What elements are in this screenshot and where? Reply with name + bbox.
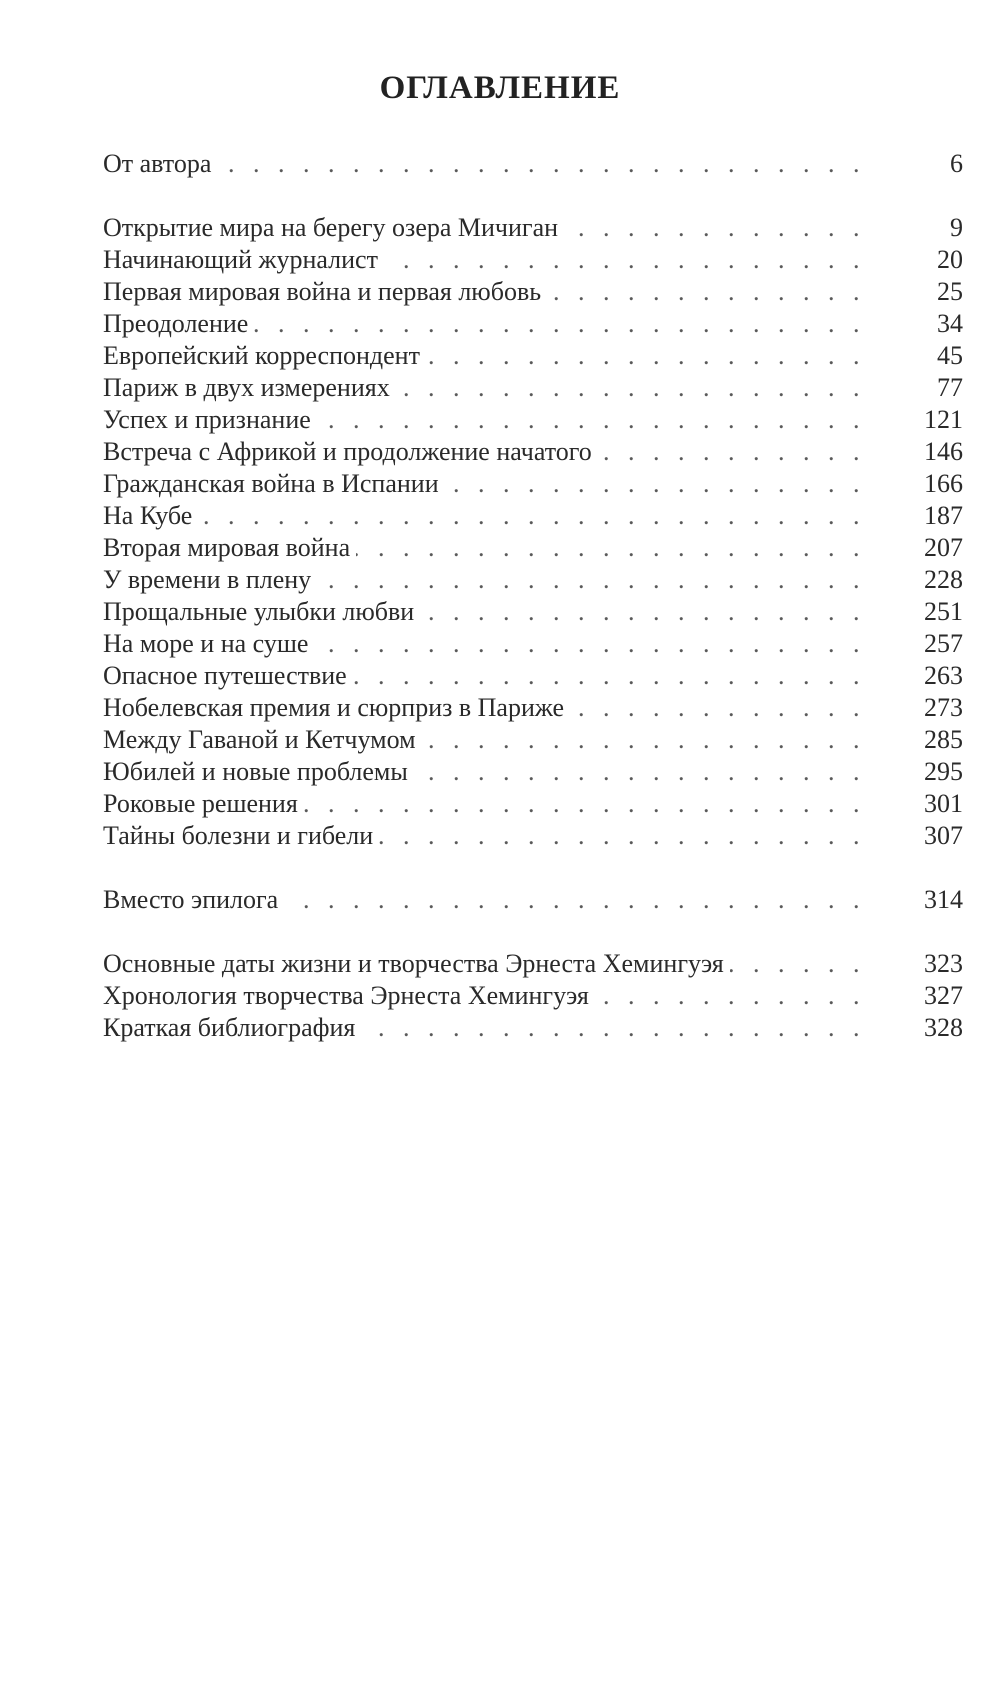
toc-entry-page: 257 xyxy=(924,629,963,658)
toc-entry-title: У времени в плену xyxy=(103,565,317,594)
toc-entry-page: 6 xyxy=(950,149,963,178)
toc-entry-page: 146 xyxy=(924,437,963,466)
toc-entry-title: Нобелевская премия и сюрприз в Париже xyxy=(103,693,570,722)
toc-entry[interactable] xyxy=(103,884,963,916)
toc-entry-title: Европейский корреспондент xyxy=(103,341,426,370)
toc-entry[interactable] xyxy=(103,436,963,468)
toc-group xyxy=(103,948,963,1044)
toc-entry[interactable] xyxy=(103,724,963,756)
toc-entry-page: 45 xyxy=(937,341,963,370)
toc-entry-page: 301 xyxy=(924,789,963,818)
toc-entry[interactable] xyxy=(103,244,963,276)
toc-entry[interactable] xyxy=(103,980,963,1012)
toc-entry[interactable] xyxy=(103,756,963,788)
toc-entry-title: Начинающий журналист xyxy=(103,245,384,274)
toc-entry[interactable] xyxy=(103,404,963,436)
toc-group xyxy=(103,884,963,916)
toc-entry[interactable] xyxy=(103,276,963,308)
page-title: ОГЛАВЛЕНИЕ xyxy=(379,70,621,106)
toc-entry[interactable] xyxy=(103,468,963,500)
toc-entry[interactable] xyxy=(103,308,963,340)
toc-entry[interactable] xyxy=(103,820,963,852)
toc-entry[interactable] xyxy=(103,148,963,180)
toc-entry-title: Между Гаваной и Кетчумом xyxy=(103,725,422,754)
toc-entry-title: Краткая библиография xyxy=(103,1013,361,1042)
toc-entry[interactable] xyxy=(103,788,963,820)
toc-entry-page: 273 xyxy=(924,693,963,722)
toc-entry-page: 207 xyxy=(924,533,963,562)
toc-entry-page: 166 xyxy=(924,469,963,498)
toc-group xyxy=(103,212,963,852)
toc-entry-page: 327 xyxy=(924,981,963,1010)
toc-entry-page: 295 xyxy=(924,757,963,786)
toc-entry-title: Основные даты жизни и творчества Эрнеста Хемингуэя xyxy=(103,949,730,978)
toc-entry[interactable] xyxy=(103,948,963,980)
toc-entry-title: На море и на суше xyxy=(103,629,314,658)
toc-entry-page: 121 xyxy=(924,405,963,434)
toc-entry-title: Вместо эпилога xyxy=(103,885,284,914)
toc-entry-page: 228 xyxy=(924,565,963,594)
toc-entry-page: 251 xyxy=(924,597,963,626)
toc-entry-title: От автора xyxy=(103,149,217,178)
toc-entry-page: 25 xyxy=(937,277,963,306)
toc-entry[interactable] xyxy=(103,660,963,692)
toc-entry[interactable] xyxy=(103,596,963,628)
toc-entry-page: 20 xyxy=(937,245,963,274)
toc-entry[interactable] xyxy=(103,212,963,244)
toc-entry-title: Гражданская война в Испании xyxy=(103,469,445,498)
toc-entry-title: Вторая мировая война xyxy=(103,533,356,562)
toc-entry[interactable] xyxy=(103,532,963,564)
toc-entry-title: Встреча с Африкой и продолжение начатого xyxy=(103,437,598,466)
toc-entry-page: 328 xyxy=(924,1013,963,1042)
table-of-contents xyxy=(103,148,963,1044)
toc-entry-title: Опасное путешествие xyxy=(103,661,353,690)
toc-entry-page: 323 xyxy=(924,949,963,978)
toc-entry-title: Хронология творчества Эрнеста Хемингуэя xyxy=(103,981,595,1010)
toc-entry-title: Париж в двух измерениях xyxy=(103,373,396,402)
toc-entry[interactable] xyxy=(103,628,963,660)
dot-leader xyxy=(103,500,863,532)
toc-entry[interactable] xyxy=(103,1012,963,1044)
toc-entry-page: 285 xyxy=(924,725,963,754)
toc-entry[interactable] xyxy=(103,564,963,596)
toc-entry-title: На Кубе xyxy=(103,501,198,530)
toc-entry-page: 77 xyxy=(937,373,963,402)
toc-entry-page: 263 xyxy=(924,661,963,690)
toc-entry-title: Юбилей и новые проблемы xyxy=(103,757,414,786)
toc-entry-page: 314 xyxy=(924,885,963,914)
toc-entry-title: Тайны болезни и гибели xyxy=(103,821,379,850)
toc-entry[interactable] xyxy=(103,692,963,724)
toc-entry-page: 307 xyxy=(924,821,963,850)
toc-entry-title: Роковые решения xyxy=(103,789,304,818)
toc-entry-page: 187 xyxy=(924,501,963,530)
toc-entry-title: Первая мировая война и первая любовь xyxy=(103,277,547,306)
toc-entry-page: 34 xyxy=(937,309,963,338)
toc-entry-title: Успех и признание xyxy=(103,405,317,434)
toc-entry-title: Преодоление xyxy=(103,309,254,338)
toc-entry[interactable] xyxy=(103,340,963,372)
toc-group xyxy=(103,148,963,180)
toc-entry[interactable] xyxy=(103,500,963,532)
toc-entry-title: Прощальные улыбки любви xyxy=(103,597,420,626)
toc-entry[interactable] xyxy=(103,372,963,404)
toc-entry-page: 9 xyxy=(950,213,963,242)
toc-entry-title: Открытие мира на берегу озера Мичиган xyxy=(103,213,564,242)
